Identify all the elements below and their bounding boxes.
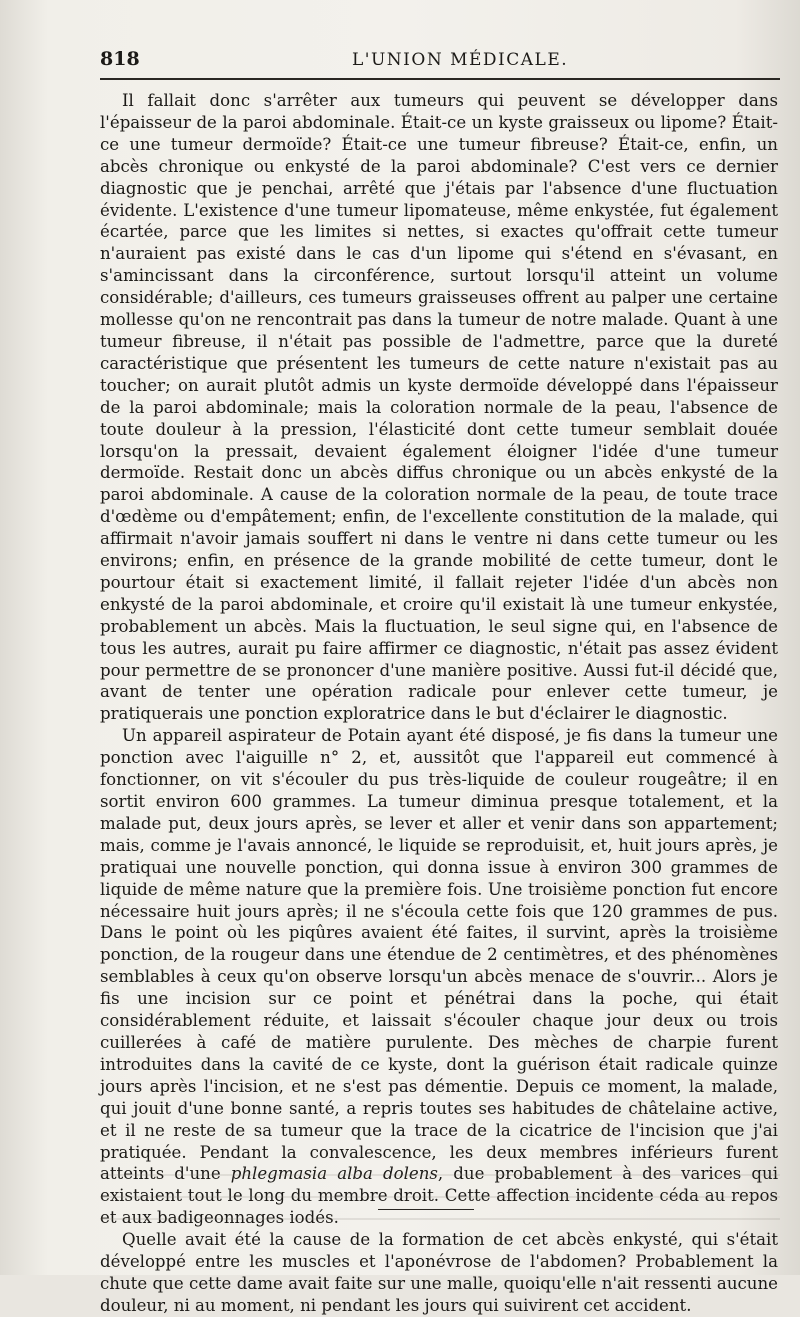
footer-rule (378, 1209, 474, 1210)
text-segment: Il fallait donc s'arrêter aux tumeurs qui peuvent se développer dans l'épaisseur de la paroi abdominale. Était-ce un kyste graisseux ou lipome? Était-ce une tumeur dermoïde? Était-ce une tumeur fibreuse? Était-ce, enfin, un abcès chronique ou enkysté de la paroi abdominale? C'est vers ce dernier diagnostic que je penchai, arrêté que j'étais par l'absence d'une fluctuation évidente. L'existence d'une tumeur lipomateuse, même enkystée, fut également écartée, parce que les limites si nettes, si exactes qu'offrait cette tumeur n'auraient pas existé dans le cas d'un lipome qui s'étend en s'évasant, en s'amincissant dans la circonférence, surtout lorsqu'il atteint un volume considérable; d'ailleurs, ces tumeurs graisseuses offrent au palper une certaine mollesse qu'on ne rencontrait pas dans la tumeur de notre malade. Quant à une tumeur fibreuse, il n'était pas possible de l'admettre, parce que la dureté caractéristique que présentent les tumeurs de cette nature n'existait pas au toucher; on aurait plutôt admis un kyste dermoïde développé dans l'épaisseur de la paroi abdominale; mais la coloration normale de la peau, l'absence de toute douleur à la pression, l'élasticité dont cette tumeur semblait douée lorsqu'on la pressait, devaient également éloigner l'idée d'une tumeur dermoïde. Restait donc un abcès diffus chronique ou un abcès enkysté de la paroi abdominale. A cause de la coloration normale de la peau, de toute trace d'œdème ou d'empâtement; enfin, de l'excellente constitution de la malade, qui affirmait n'avoir jamais souffert ni dans le ventre ni dans cette tumeur ou les environs; enfin, en présence de la grande mobilité de cette tumeur, dont le pourtour était si exactement limité, il fallait rejeter l'idée d'un abcès non enkysté de la paroi abdominale, et croire qu'il existait là une tumeur enkystée, probablement un abcès. Mais la fluctuation, le seul signe qui, en l'absence de tous les autres, aurait pu faire affirmer ce diagnostic, n'était pas assez évident pour permettre de se prononcer d'une manière positive. Aussi fut-il décidé que, avant de tenter une opération radicale pour enlever cette tumeur, je pratiquerais une ponction exploratrice dans le but d'éclairer le diagnostic. (100, 91, 778, 724)
paragraph (100, 725, 778, 1229)
italic-term: phlegmasia alba dolens (230, 1164, 438, 1184)
text-segment: Un appareil aspirateur de Potain ayant été disposé, je fis dans la tumeur une ponction avec l'aiguille n° 2, et, aussitôt que l'appareil eut commencé à fonctionner, on vit s'écouler du pus très-liquide de couleur rougeâtre; il en sortit environ 600 grammes. La tumeur diminua presque totalement, et la malade put, deux jours après, se lever et aller et venir dans son appartement; mais, comme je l'avais annoncé, le liquide se reproduisit, et, huit jours après, je pratiquai une nouvelle ponction, qui donna issue à environ 300 grammes de liquide de même nature que la première fois. Une troisième ponction fut encore nécessaire huit jours après; il ne s'écoula cette fois que 120 grammes de pus. Dans le point où les piqûres avaient été faites, il survint, après la troisième ponction, de la rougeur dans une étendue de 2 centimètres, et des phénomènes semblables à ceux qu'on observe lorsqu'un abcès menace de s'ouvrir... Alors je fis une incision sur ce point et pénétrai dans la poche, qui était considérablement réduite, et laissait s'écouler chaque jour deux ou trois cuillerées à café de matière purulente. Des mèches de charpie furent introduites dans la cavité de ce kyste, dont la guérison était radicale quinze jours après l'incision, et ne s'est pas démentie. Depuis ce moment, la malade, qui jouit d'une bonne santé, a repris toutes ses habitudes de châtelaine active, et il ne reste de sa tumeur que la trace de la cicatrice de l'incision que j'ai pratiquée. Pendant la convalescence, les deux membres inférieurs furent atteints d'une (100, 726, 778, 1184)
page-header (100, 44, 780, 74)
paragraph (100, 90, 778, 725)
body-text (100, 90, 778, 1317)
text-segment: , due probablement à des varices qui existaient tout le long du membre droit. Cette affection incidente céda au repos et aux badigeonnages iodés. (100, 1164, 778, 1228)
running-title: L'UNION MÉDICALE. (352, 50, 569, 70)
page-number: 818 (100, 48, 140, 70)
paragraph (100, 1229, 778, 1317)
text-segment: Quelle avait été la cause de la formation de cet abcès enkysté, qui s'était développé entre les muscles et l'aponévrose de l'abdomen? Probablement la chute que cette dame avait faite sur une malle, quoiqu'elle n'ait ressenti aucune douleur, ni au moment, ni pendant les jours qui suivirent cet accident. (100, 1230, 778, 1315)
header-rule (100, 78, 780, 80)
